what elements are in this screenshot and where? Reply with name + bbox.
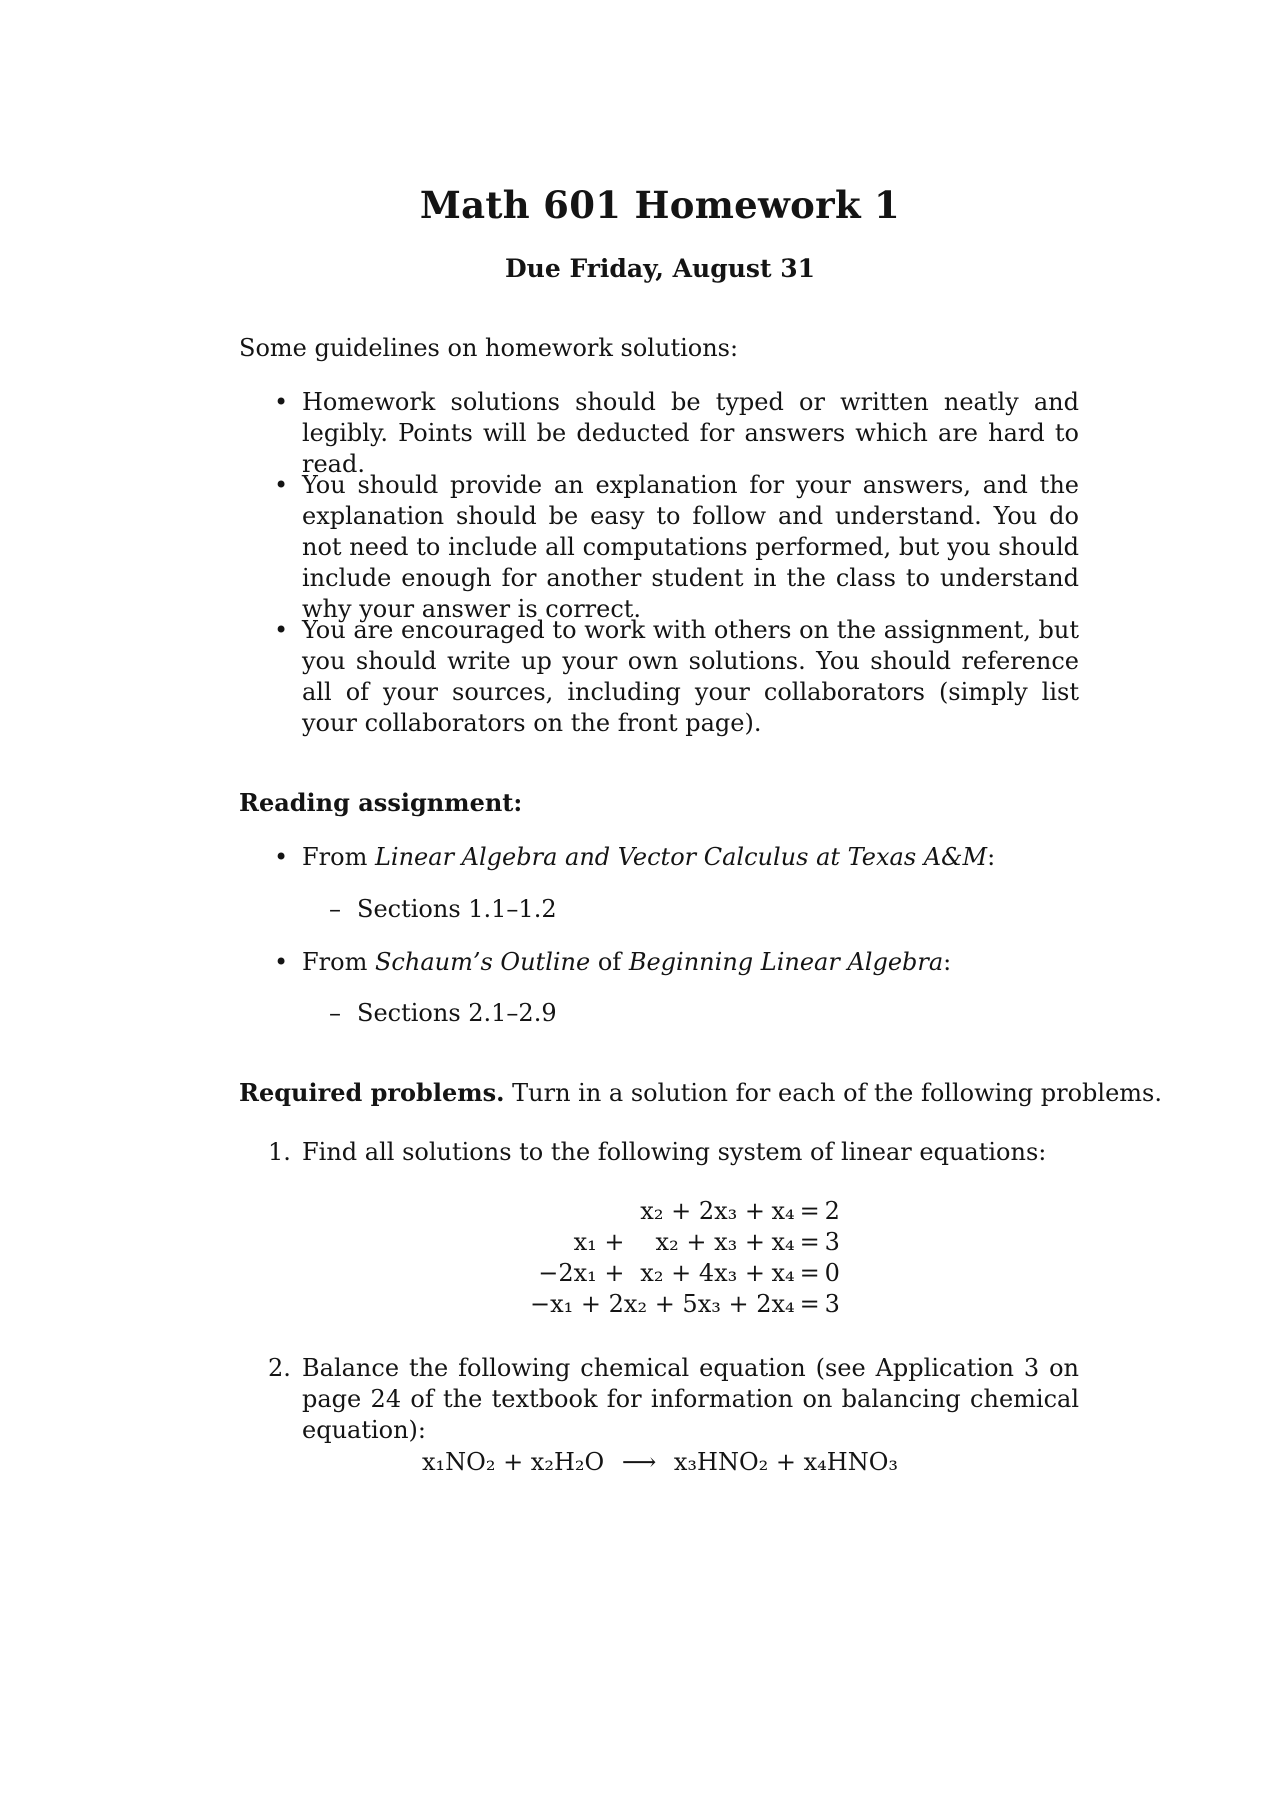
required-intro-text: Turn in a solution for each of the following problems. <box>512 1079 1162 1107</box>
equation-rhs: 3 <box>824 1228 840 1256</box>
dash-icon: – <box>329 895 341 923</box>
bullet-icon: • <box>274 471 289 499</box>
equals-sign: = <box>799 1228 820 1256</box>
source-middle: of <box>597 948 622 976</box>
equation-lhs: x₄ <box>771 1228 795 1256</box>
reading-source <box>302 947 951 978</box>
bullet-icon: • <box>274 948 289 976</box>
equation-row <box>528 1196 842 1227</box>
problem-number: 1. <box>268 1138 291 1166</box>
source-suffix: : <box>987 843 996 871</box>
reading-heading: Reading assignment: <box>239 788 523 817</box>
linear-system <box>528 1196 842 1320</box>
problem-text: Balance the following chemical equation (see Application 3 on page 24 of the textbook for information on balancing chemical equation): <box>302 1354 1079 1444</box>
equation-row <box>528 1227 842 1258</box>
source-suffix: : <box>943 948 952 976</box>
equals-sign: = <box>799 1290 820 1318</box>
problem-number: 2. <box>268 1354 291 1382</box>
equation-row <box>528 1258 842 1289</box>
source-title: Schaum’s Outline <box>374 948 591 976</box>
source-title: Beginning Linear Algebra <box>628 948 944 976</box>
problem-text: Find all solutions to the following system of linear equations: <box>302 1138 1047 1166</box>
equation-term: x₃ + <box>714 1228 765 1256</box>
dash-icon: – <box>329 999 341 1027</box>
guideline-item: You are encouraged to work with others on the assignment, but you should write up your own solutions. You should reference all of your sources, including your collaborators (simply list your collaborators on the front page). <box>302 616 1079 737</box>
due-date: Due Friday, August 31 <box>504 254 815 283</box>
chemical-equation <box>0 1447 1280 1478</box>
equation-term: x₂ + <box>655 1228 707 1256</box>
guideline-item: You should provide an explanation for your answers, and the explanation should be easy to follow and understand. You do not need to include all computations performed, but you should include enough for another student in the class to understand why your answer is correct. <box>302 471 1079 623</box>
bullet-icon: • <box>274 616 289 644</box>
equation-lhs: x₂ + 4x₃ + <box>640 1259 765 1287</box>
equation-lhs: x₄ <box>771 1259 795 1287</box>
equals-sign: = <box>799 1259 820 1287</box>
equation-lhs: x₄ <box>771 1197 795 1225</box>
source-prefix: From <box>302 948 368 976</box>
reading-sections: Sections 2.1–2.9 <box>357 999 557 1027</box>
reading-source <box>302 842 995 873</box>
source-prefix: From <box>302 843 368 871</box>
equation-lhs: −x₁ + 2x₂ + 5x₃ + 2x₄ <box>530 1290 795 1318</box>
guidelines-intro: Some guidelines on homework solutions: <box>239 334 739 362</box>
chem-right: x₃HNO₂ + x₄HNO₃ <box>673 1448 899 1476</box>
page-title: Math 601 Homework 1 <box>419 183 901 227</box>
equation-lhs <box>528 1196 627 1227</box>
guideline-item: Homework solutions should be typed or written neatly and legibly. Points will be deducted for answers which are hard to read. <box>302 388 1079 478</box>
reading-sections: Sections 1.1–1.2 <box>357 895 557 923</box>
equation-rhs: 0 <box>824 1259 840 1287</box>
source-title: Linear Algebra and Vector Calculus at Texas A&M <box>374 843 988 871</box>
required-intro <box>239 1077 1162 1109</box>
equation-rhs: 3 <box>824 1290 840 1318</box>
required-heading: Required problems. <box>239 1078 505 1107</box>
equation-row <box>528 1289 842 1320</box>
equation-lhs: −2x₁ + <box>538 1259 625 1287</box>
bullet-icon: • <box>274 388 289 416</box>
bullet-icon: • <box>274 843 289 871</box>
equals-sign: = <box>799 1197 820 1225</box>
equation-lhs: x₁ + <box>573 1228 625 1256</box>
equation-lhs <box>627 1227 767 1258</box>
equation-lhs: x₂ + 2x₃ + <box>640 1197 765 1225</box>
chem-left: x₁NO₂ + x₂H₂O <box>421 1448 605 1476</box>
equation-rhs: 2 <box>824 1197 840 1225</box>
arrow-icon: ⟶ <box>621 1448 657 1476</box>
